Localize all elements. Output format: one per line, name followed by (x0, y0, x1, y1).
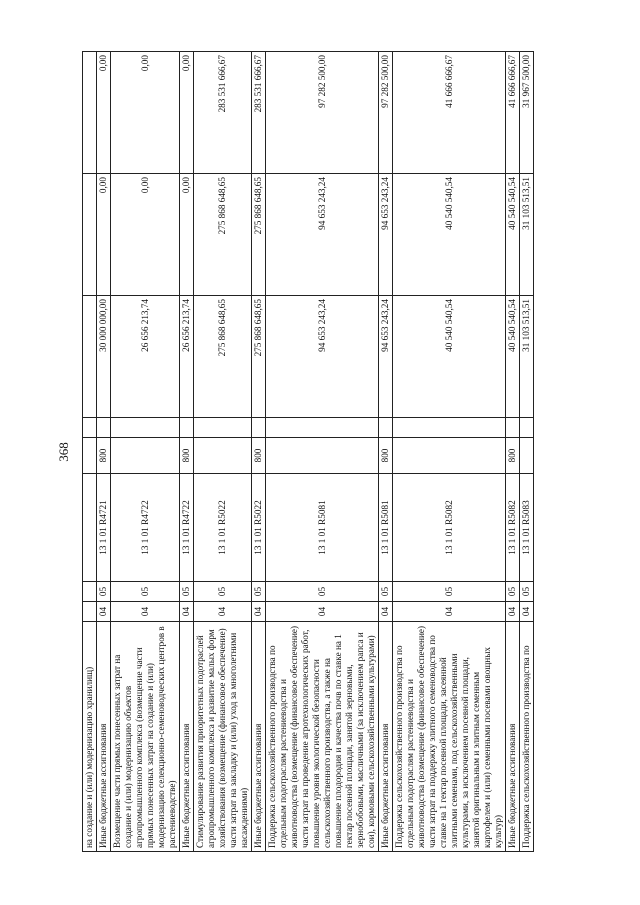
table-row (506, 52, 520, 852)
row-section-code: 05 (520, 582, 534, 602)
row-section-code: 05 (97, 582, 111, 602)
row-sum-year-2: 0,00 (180, 174, 194, 296)
row-name: Возмещение части прямых понесенных затрат на создание и (или) модернизацию объектов агропромышленного комплекса (возмещение части прямых понесенных затрат на создание и (или) модернизацию селекционно-семеноводческих центров в растениеводстве) (111, 622, 180, 852)
row-extra-code (520, 418, 534, 438)
row-sum-year-1: 30 000 000,00 (97, 296, 111, 418)
row-target-article (83, 474, 97, 582)
row-expense-type (194, 438, 252, 474)
row-target-article: 13 1 01 R5081 (266, 474, 379, 582)
row-sum-year-1 (83, 296, 97, 418)
row-expense-type: 800 (252, 438, 266, 474)
row-sum-year-1: 26 656 213,74 (111, 296, 180, 418)
row-target-article: 13 1 01 R5082 (393, 474, 506, 582)
row-sum-year-2: 0,00 (111, 174, 180, 296)
row-extra-code (393, 418, 506, 438)
table-row (252, 52, 266, 852)
row-extra-code (180, 418, 194, 438)
row-expense-type (111, 438, 180, 474)
row-sum-year-3: 283 531 666,67 (194, 52, 252, 174)
row-target-article: 13 1 01 R5083 (520, 474, 534, 582)
row-extra-code (111, 418, 180, 438)
row-sum-year-3: 41 666 666,67 (393, 52, 506, 174)
row-sum-year-2: 94 653 243,24 (379, 174, 393, 296)
row-expense-type: 800 (506, 438, 520, 474)
row-sum-year-3: 41 666 666,67 (506, 52, 520, 174)
row-name: Поддержка сельскохозяйственного производства по отдельным подотраслям растениеводства и животноводства (возмещение (финансовое обеспечение) части затрат на проведение агротехнологических работ, повышение уровня экологической безопасности сельскохозяйственного производства, а также на повышение плодородия и качества почв по ставке на 1 гектар посевной площади, занятой зерновыми, зернобобовыми, масличными (за исключением рапса и сои), кормовыми сельскохозяйственными культурами) (266, 622, 379, 852)
row-ministry-code: 04 (111, 602, 180, 622)
row-section-code: 05 (379, 582, 393, 602)
row-name: Стимулирование развития приоритетных подотраслей агропромышленного комплекса и развитие малых форм хозяйствования (возмещение (финансовое обеспечение) части затрат на закладку и (или) уход за многолетними насаждениями) (194, 622, 252, 852)
row-section-code: 05 (252, 582, 266, 602)
row-ministry-code: 04 (379, 602, 393, 622)
row-target-article: 13 1 01 R4721 (97, 474, 111, 582)
budget-table (82, 51, 534, 852)
row-ministry-code (83, 602, 97, 622)
row-section-code: 05 (506, 582, 520, 602)
row-sum-year-3: 283 531 666,67 (252, 52, 266, 174)
row-target-article: 13 1 01 R5082 (506, 474, 520, 582)
row-extra-code (83, 418, 97, 438)
row-name: Иные бюджетные ассигнования (379, 622, 393, 852)
table-row (266, 52, 379, 852)
row-section-code: 05 (393, 582, 506, 602)
row-ministry-code: 04 (506, 602, 520, 622)
row-name: Поддержка сельскохозяйственного производства по отдельным подотраслям растениеводства и животноводства (возмещение (финансовое обеспечение) части затрат на поддержку элитного семеноводства по ставке на 1 гектар посевной площади, засеянной элитными семенами, под сельскохозяйственными культурами, за исключением посевной площади, занятой оригинальным и элитным семенным картофелем и (или) семенными посевами овощных культур) (393, 622, 506, 852)
row-extra-code (97, 418, 111, 438)
row-name: на создание и (или) модернизацию хранилищ) (83, 622, 97, 852)
row-extra-code (252, 418, 266, 438)
row-extra-code (506, 418, 520, 438)
row-sum-year-1: 94 653 243,24 (379, 296, 393, 418)
table-row (520, 52, 534, 852)
row-name: Иные бюджетные ассигнования (97, 622, 111, 852)
rotated-page (56, 42, 580, 862)
row-sum-year-2: 40 540 540,54 (506, 174, 520, 296)
table-row (180, 52, 194, 852)
row-name: Иные бюджетные ассигнования (180, 622, 194, 852)
row-sum-year-3: 97 282 500,00 (266, 52, 379, 174)
row-expense-type (266, 438, 379, 474)
row-sum-year-3 (83, 52, 97, 174)
row-section-code: 05 (180, 582, 194, 602)
table-row (379, 52, 393, 852)
row-extra-code (194, 418, 252, 438)
table-row (97, 52, 111, 852)
row-section-code (83, 582, 97, 602)
row-target-article: 13 1 01 R4722 (111, 474, 180, 582)
row-ministry-code: 04 (252, 602, 266, 622)
row-expense-type: 800 (379, 438, 393, 474)
row-sum-year-1: 40 540 540,54 (506, 296, 520, 418)
table-row (393, 52, 506, 852)
table-row (83, 52, 97, 852)
row-sum-year-3: 31 967 500,00 (520, 52, 534, 174)
row-sum-year-2 (83, 174, 97, 296)
row-expense-type (520, 438, 534, 474)
table-row (194, 52, 252, 852)
row-ministry-code: 04 (180, 602, 194, 622)
row-expense-type (83, 438, 97, 474)
row-sum-year-3: 97 282 500,00 (379, 52, 393, 174)
row-sum-year-2: 94 653 243,24 (266, 174, 379, 296)
row-target-article: 13 1 01 R5022 (252, 474, 266, 582)
row-sum-year-2: 40 540 540,54 (393, 174, 506, 296)
row-ministry-code: 04 (194, 602, 252, 622)
row-section-code: 05 (111, 582, 180, 602)
row-extra-code (266, 418, 379, 438)
row-expense-type (393, 438, 506, 474)
row-sum-year-1: 275 868 648,65 (194, 296, 252, 418)
row-expense-type: 800 (180, 438, 194, 474)
table-row (111, 52, 180, 852)
row-target-article: 13 1 01 R5022 (194, 474, 252, 582)
row-sum-year-2: 275 868 648,65 (252, 174, 266, 296)
row-extra-code (379, 418, 393, 438)
row-sum-year-1: 26 656 213,74 (180, 296, 194, 418)
row-name: Иные бюджетные ассигнования (252, 622, 266, 852)
row-expense-type: 800 (97, 438, 111, 474)
row-sum-year-2: 0,00 (97, 174, 111, 296)
page-number: 368 (56, 442, 71, 462)
row-target-article: 13 1 01 R5081 (379, 474, 393, 582)
row-ministry-code: 04 (520, 602, 534, 622)
row-sum-year-3: 0,00 (180, 52, 194, 174)
row-ministry-code: 04 (393, 602, 506, 622)
row-ministry-code: 04 (266, 602, 379, 622)
row-sum-year-2: 275 868 648,65 (194, 174, 252, 296)
row-section-code: 05 (266, 582, 379, 602)
row-name: Поддержка сельскохозяйственного производства по (520, 622, 534, 852)
row-sum-year-2: 31 103 513,51 (520, 174, 534, 296)
row-sum-year-1: 94 653 243,24 (266, 296, 379, 418)
row-section-code: 05 (194, 582, 252, 602)
row-name: Иные бюджетные ассигнования (506, 622, 520, 852)
row-ministry-code: 04 (97, 602, 111, 622)
row-target-article: 13 1 01 R4722 (180, 474, 194, 582)
row-sum-year-1: 275 868 648,65 (252, 296, 266, 418)
row-sum-year-3: 0,00 (97, 52, 111, 174)
row-sum-year-3: 0,00 (111, 52, 180, 174)
row-sum-year-1: 40 540 540,54 (393, 296, 506, 418)
row-sum-year-1: 31 103 513,51 (520, 296, 534, 418)
